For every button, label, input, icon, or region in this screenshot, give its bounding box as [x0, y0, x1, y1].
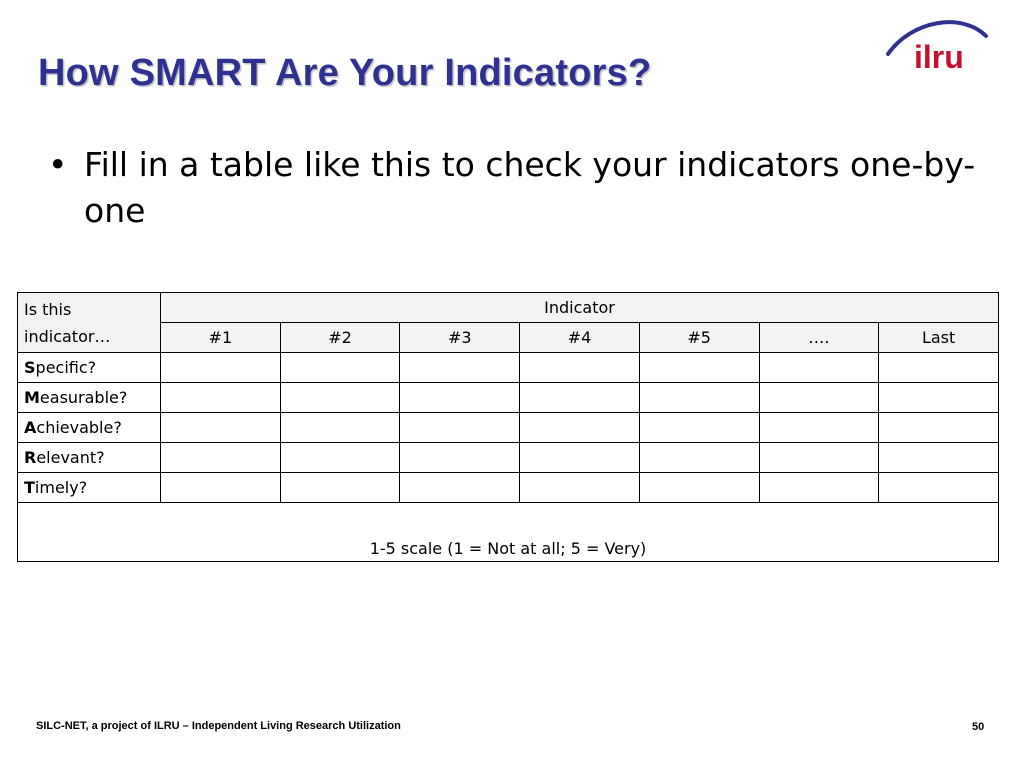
slide-title: How SMART Are Your Indicators?: [38, 52, 652, 94]
smart-table: [17, 292, 999, 562]
criterion-rest: chievable?: [36, 418, 122, 437]
rating-cell: [280, 353, 400, 383]
rating-cell: [759, 443, 879, 473]
rating-cell: [759, 473, 879, 503]
criterion-label: [18, 413, 161, 443]
rating-cell: [759, 353, 879, 383]
rating-cell: [639, 443, 759, 473]
rating-cell: [400, 443, 520, 473]
rating-cell: [879, 473, 999, 503]
column-header: #5: [639, 323, 759, 353]
indicator-group-header: Indicator: [161, 293, 999, 323]
row-header-label: Is this indicator…: [18, 293, 161, 353]
criterion-initial: M: [24, 388, 40, 407]
rating-cell: [400, 383, 520, 413]
rating-cell: [161, 353, 281, 383]
bullet-dot: •: [48, 145, 68, 184]
rating-cell: [161, 413, 281, 443]
footer-text: SILC-NET, a project of ILRU – Independent Living Research Utilization: [36, 720, 401, 732]
criterion-initial: S: [24, 358, 36, 377]
rating-cell: [639, 413, 759, 443]
rating-cell: [520, 383, 640, 413]
rating-cell: [879, 443, 999, 473]
criterion-rest: easurable?: [39, 388, 128, 407]
column-header: ….: [759, 323, 879, 353]
criterion-label: [18, 353, 161, 383]
table-row: [18, 383, 999, 413]
column-header: #2: [280, 323, 400, 353]
rating-cell: [639, 353, 759, 383]
column-header: #4: [520, 323, 640, 353]
criterion-initial: T: [24, 478, 35, 497]
rating-cell: [280, 443, 400, 473]
rating-cell: [280, 473, 400, 503]
criterion-rest: imely?: [34, 478, 88, 497]
rating-cell: [161, 443, 281, 473]
rating-cell: [759, 383, 879, 413]
rating-cell: [520, 473, 640, 503]
rating-cell: [280, 413, 400, 443]
table-row: [18, 353, 999, 383]
ilru-logo: [882, 14, 992, 76]
rating-cell: [400, 473, 520, 503]
bullet-item: Fill in a table like this to check your indicators one-by-one: [84, 145, 976, 230]
table-row: [18, 473, 999, 503]
column-header: Last: [879, 323, 999, 353]
column-header: #3: [400, 323, 520, 353]
page-number: 50: [972, 721, 985, 733]
rating-cell: [759, 413, 879, 443]
rating-cell: [879, 353, 999, 383]
rating-cell: [520, 443, 640, 473]
criterion-initial: R: [24, 448, 37, 467]
table-row: [18, 413, 999, 443]
criterion-initial: A: [24, 418, 37, 437]
rating-cell: [280, 383, 400, 413]
criterion-label: [18, 383, 161, 413]
criterion-label: [18, 443, 161, 473]
rating-cell: [161, 383, 281, 413]
rating-cell: [520, 413, 640, 443]
criterion-rest: pecific?: [35, 358, 97, 377]
rating-cell: [520, 353, 640, 383]
scale-note: 1-5 scale (1 = Not at all; 5 = Very): [18, 503, 999, 562]
rating-cell: [400, 413, 520, 443]
rating-cell: [879, 413, 999, 443]
rating-cell: [400, 353, 520, 383]
column-header: #1: [161, 323, 281, 353]
rating-cell: [639, 473, 759, 503]
table-row: [18, 443, 999, 473]
rating-cell: [639, 383, 759, 413]
criterion-label: [18, 473, 161, 503]
rating-cell: [879, 383, 999, 413]
rating-cell: [161, 473, 281, 503]
logo-text: ilru: [914, 39, 964, 75]
criterion-rest: elevant?: [36, 448, 105, 467]
